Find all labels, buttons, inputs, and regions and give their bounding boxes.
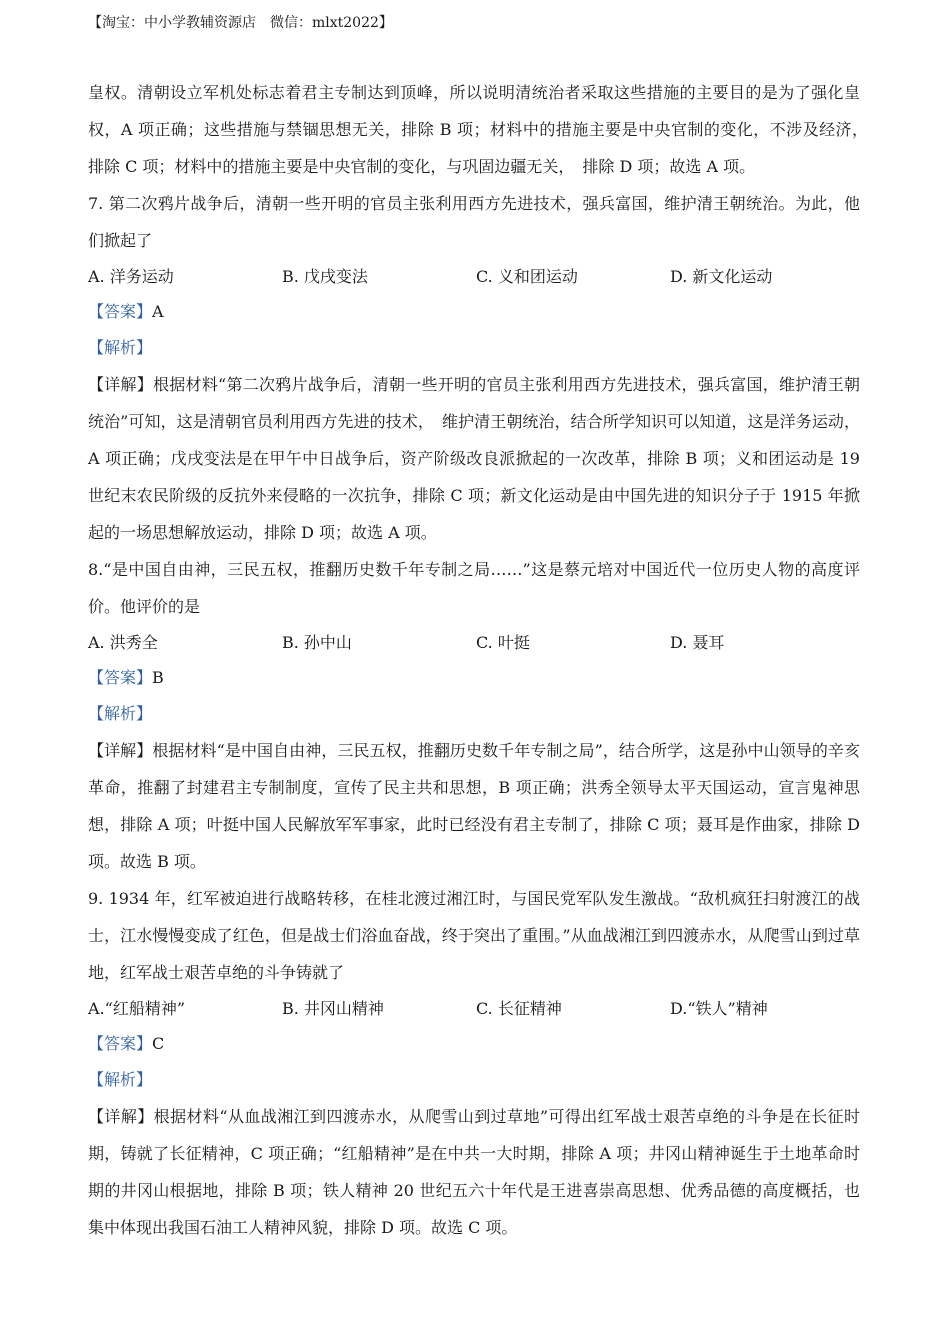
q8-options bbox=[88, 625, 860, 660]
q7-detail bbox=[88, 366, 860, 551]
q7-options bbox=[88, 259, 860, 294]
q8-option-a: A. 洪秀全 bbox=[88, 633, 158, 652]
q9-answer bbox=[88, 1026, 860, 1062]
q7-option-a: A. 洋务运动 bbox=[88, 267, 174, 286]
q7-detail-text: 根据材料“第二次鸦片战争后，清朝一些开明的官员主张利用西方先进技术，强兵富国，维护清王朝统治”可知，这是清朝官员利用西方先进的技术， 维护清王朝统治，结合所学知识可以知道，这是洋务运动，A 项正确；戊戌变法是在甲午中日战争后，资产阶级改良派掀起的一次改革，排除 B 项；义和团运动是 19 世纪末农民阶级的反抗外来侵略的一次抗争，排除 C 项；新文化运动是由中国先进的知识分子于 1915 年掀起的一场思想解放运动，排除 D 项；故选 A 项。 bbox=[88, 375, 860, 542]
q9-detail bbox=[88, 1098, 860, 1246]
question-7 bbox=[88, 185, 860, 551]
q9-analysis-label: 【解析】 bbox=[88, 1070, 153, 1089]
q7-option-b: B. 戊戌变法 bbox=[282, 267, 368, 286]
page-header: 【淘宝：中小学教辅资源店 微信：mlxt2022】 bbox=[88, 15, 393, 31]
q7-stem: 7. 第二次鸦片战争后，清朝一些开明的官员主张利用西方先进技术，强兵富国，维护清王朝统治。为此，他们掀起了 bbox=[88, 194, 860, 250]
q9-answer-value: C bbox=[152, 1034, 165, 1053]
q8-answer bbox=[88, 660, 860, 696]
q7-detail-label: 【详解】 bbox=[88, 375, 154, 394]
q8-option-c: C. 叶挺 bbox=[476, 633, 530, 652]
q8-answer-label: 【答案】 bbox=[88, 668, 153, 687]
q8-detail bbox=[88, 732, 860, 880]
q7-answer-value: A bbox=[152, 302, 164, 321]
q9-option-a: A.“红船精神” bbox=[88, 999, 186, 1018]
q8-detail-text: 根据材料“是中国自由神，三民五权，推翻历史数千年专制之局”，结合所学，这是孙中山领导的辛亥革命，推翻了封建君主专制制度，宣传了民主共和思想，B 项正确；洪秀全领导太平天国运动，宣言鬼神思想，排除 A 项；叶挺中国人民解放军军事家，此时已经没有君主专制了，排除 C 项；聂耳是作曲家，排除 D 项。故选 B 项。 bbox=[88, 741, 860, 871]
q9-answer-label: 【答案】 bbox=[88, 1034, 153, 1053]
q9-detail-label: 【详解】 bbox=[88, 1107, 154, 1126]
q8-detail-label: 【详解】 bbox=[88, 741, 153, 760]
q9-stem: 9. 1934 年，红军被迫进行战略转移，在桂北渡过湘江时，与国民党军队发生激战。“敌机疯狂扫射渡江的战士，江水慢慢变成了红色，但是战士们浴血奋战，终于突出了重围。”从血战湘江到四渡赤水，从爬雪山到过草地，红军战士艰苦卓绝的斗争铸就了 bbox=[88, 889, 860, 982]
q9-detail-text: 根据材料“从血战湘江到四渡赤水，从爬雪山到过草地”可得出红军战士艰苦卓绝的斗争是在长征时期，铸就了长征精神，C 项正确；“红船精神”是在中共一大时期，排除 A 项；井冈山精神诞生于土地革命时期的井冈山根据地，排除 B 项；铁人精神 20 世纪五六十年代是王进喜崇高思想、优秀品德的高度概括，也集中体现出我国石油工人精神风貌，排除 D 项。故选 C 项。 bbox=[88, 1107, 860, 1237]
q7-analysis-label: 【解析】 bbox=[88, 338, 153, 357]
q8-option-d: D. 聂耳 bbox=[670, 633, 725, 652]
q7-option-d: D. 新文化运动 bbox=[670, 267, 773, 286]
q6-analysis-tail: 皇权。清朝设立军机处标志着君主专制达到顶峰，所以说明清统治者采取这些措施的主要目的是为了强化皇权，A 项正确；这些措施与禁锢思想无关，排除 B 项；材料中的措施主要是中央官制的变化，不涉及经济， 排除 C 项；材料中的措施主要是中央官制的变化，与巩固边疆无关， 排除 D 项；故选 A 项。 bbox=[88, 83, 877, 176]
q9-option-b: B. 井冈山精神 bbox=[282, 999, 384, 1018]
question-8 bbox=[88, 551, 860, 880]
q7-option-c: C. 义和团运动 bbox=[476, 267, 578, 286]
q9-option-c: C. 长征精神 bbox=[476, 999, 562, 1018]
document-body bbox=[88, 74, 877, 1246]
q7-answer bbox=[88, 294, 860, 330]
q7-answer-label: 【答案】 bbox=[88, 302, 153, 321]
question-9 bbox=[88, 880, 860, 1246]
q8-analysis-label: 【解析】 bbox=[88, 704, 153, 723]
q8-option-b: B. 孙中山 bbox=[282, 633, 352, 652]
q9-options bbox=[88, 991, 860, 1026]
q8-stem: 8.“是中国自由神，三民五权，推翻历史数千年专制之局……”这是蔡元培对中国近代一位历史人物的高度评价。他评价的是 bbox=[88, 560, 860, 616]
q8-answer-value: B bbox=[152, 668, 164, 687]
q9-option-d: D.“铁人”精神 bbox=[670, 999, 768, 1018]
